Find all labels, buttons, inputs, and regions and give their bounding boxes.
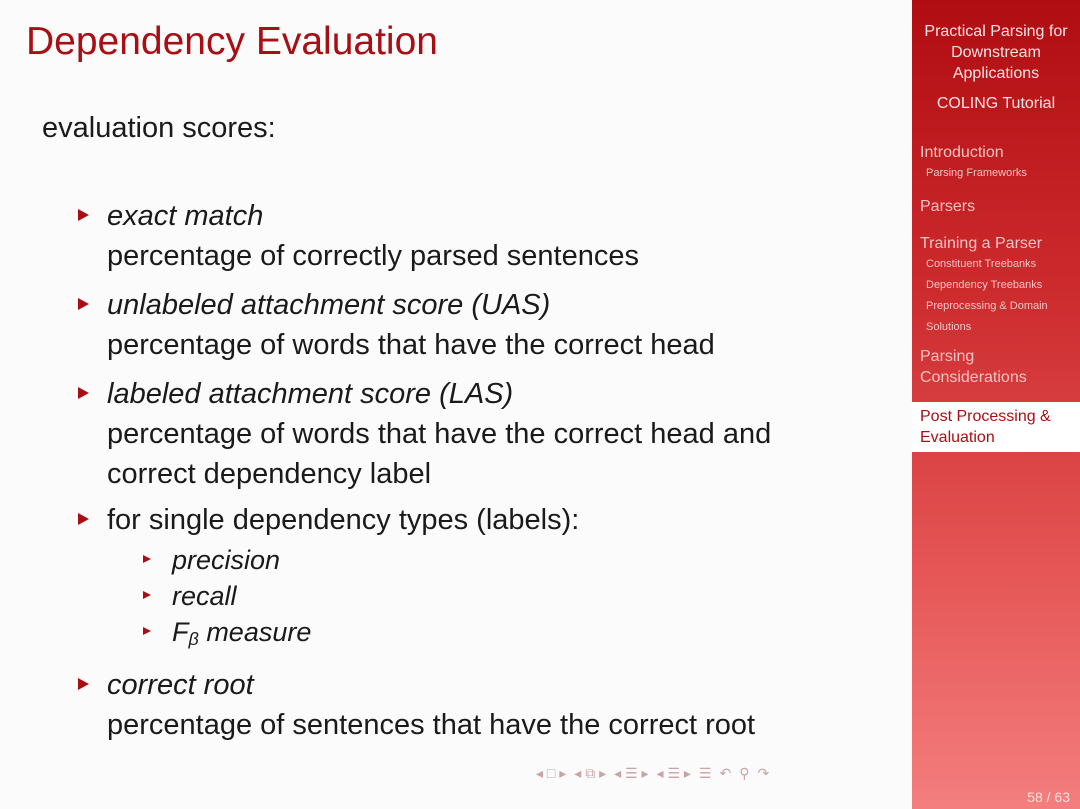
sidebar-subtitle[interactable]: COLING Tutorial (936, 95, 1056, 112)
list-item-correct-root (76, 665, 896, 745)
item-term: unlabeled attachment score (UAS) (107, 289, 551, 321)
sidebar-subitem-parsing-frameworks[interactable]: Parsing Frameworks (926, 167, 1027, 179)
sub-list (107, 542, 896, 657)
list-item-exact-match (76, 196, 896, 276)
sub-item-f-measure (137, 614, 896, 657)
item-description: percentage of words that have the correct head (107, 329, 715, 361)
f-beta-symbol: $F_\beta$ (172, 617, 199, 649)
item-description: percentage of correctly parsed sentences (107, 240, 639, 272)
sidebar-item-post-processing-evaluation[interactable]: Post Processing & Evaluation (912, 402, 1080, 452)
sub-item-label: recall (172, 581, 237, 611)
nav-forward-icon[interactable]: ↷ (757, 764, 770, 781)
slide-title: Dependency Evaluation (26, 20, 438, 63)
sidebar-item-parsers[interactable]: Parsers (920, 198, 976, 215)
nav-toc-icon[interactable]: ☰ (698, 764, 712, 781)
sidebar (912, 0, 1080, 809)
bullet-icon (78, 209, 89, 221)
item-description: percentage of sentences that have the correct root (107, 709, 756, 741)
sidebar-item-parsing-considerations[interactable]: Parsing Considerations (920, 348, 1027, 386)
sidebar-item-training-a-parser[interactable]: Training a Parser (920, 235, 1043, 252)
list-item-dependency-types (76, 500, 896, 657)
sub-bullet-icon (143, 627, 151, 635)
sidebar-subitem-preprocessing-domain[interactable]: Preprocessing & Domain (926, 300, 1048, 312)
nav-subsection-icon[interactable]: ◂ ⧉ ▸ (574, 764, 607, 781)
nav-section-icon[interactable]: ◂ ☰ ▸ (614, 764, 649, 781)
table-of-contents (912, 142, 1080, 452)
bullet-list (76, 196, 896, 745)
sub-item-recall (137, 578, 896, 614)
sidebar-subitem-solutions[interactable]: Solutions (926, 321, 972, 333)
sub-bullet-icon (143, 591, 151, 599)
sidebar-subitem-dependency-treebanks[interactable]: Dependency Treebanks (926, 279, 1043, 291)
sub-item-label: precision (172, 545, 281, 575)
beamer-navigation-bar (536, 762, 769, 784)
bullet-icon (78, 298, 89, 310)
item-term: correct root (107, 669, 254, 701)
list-item-las (76, 374, 896, 494)
nav-prev-frame-icon[interactable]: ◂ □ ▸ (536, 764, 567, 781)
item-description-cont: correct dependency label (107, 458, 432, 490)
sidebar-subitem-constituent-treebanks[interactable]: Constituent Treebanks (926, 258, 1037, 270)
item-text: for single dependency types (labels): (107, 504, 580, 536)
nav-back-icon[interactable]: ↶ (719, 764, 732, 781)
measure-word: measure (206, 617, 312, 647)
sidebar-title[interactable]: Practical Parsing for Downstream Applications (924, 23, 1068, 82)
item-term: exact match (107, 200, 264, 232)
sub-bullet-icon (143, 555, 151, 563)
item-description: percentage of words that have the correct head and (107, 418, 772, 450)
sub-item-precision (137, 542, 896, 578)
nav-search-icon[interactable]: ⚲ (739, 764, 750, 781)
bullet-icon (78, 387, 89, 399)
nav-document-icon[interactable]: ◂ ☰ ▸ (656, 764, 691, 781)
sidebar-item-introduction[interactable]: Introduction (920, 144, 1004, 161)
item-term: labeled attachment score (LAS) (107, 378, 514, 410)
list-item-uas (76, 285, 896, 365)
bullet-icon (78, 513, 89, 525)
page-number: 58 / 63 (1027, 789, 1070, 805)
intro-text: evaluation scores: (42, 112, 276, 144)
bullet-icon (78, 678, 89, 690)
